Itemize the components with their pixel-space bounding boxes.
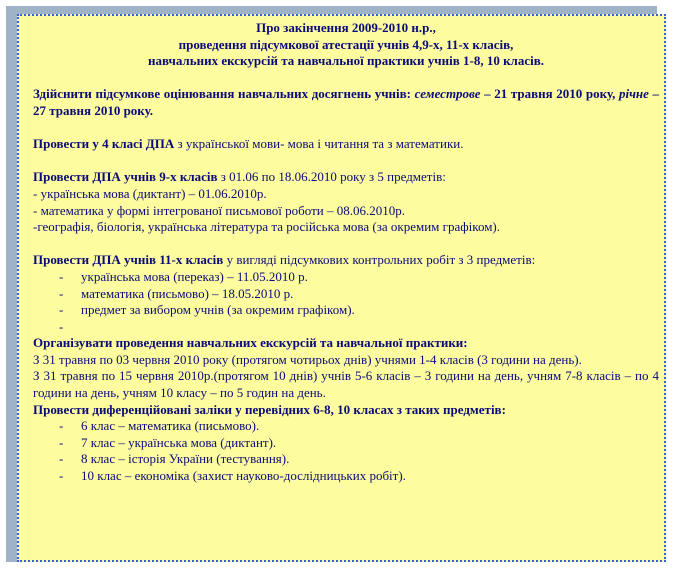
grade4-rest: з української мови- мова і читання та з математики. (174, 136, 464, 152)
list-item: - 7 клас – українська мова (диктант). (33, 435, 659, 452)
document-body (33, 20, 659, 485)
list-item: - 10 клас – економіка (захист науково-дослідницьких робіт). (33, 468, 659, 485)
grade4-paragraph (33, 136, 659, 153)
annual-date: – 27 травня 2010 року. (33, 86, 660, 118)
credits-list (33, 418, 659, 484)
credits-heading: Провести диференційовані заліки у перевідних 6-8, 10 класах з таких предметів: (33, 401, 506, 417)
excursions-section (33, 335, 659, 401)
grade4-lead: Провести у 4 класі ДПА (33, 136, 175, 152)
grade9-item: - українська мова (диктант) – 01.06.2010р. (33, 185, 267, 201)
title-line-3: навчальних екскурсій та навчальної практики учнів 1-8, 10 класів. (147, 53, 545, 69)
semester-date: – 21 травня 2010 року, (480, 86, 619, 102)
grade9-item: -географія, біологія, українська література та російська мова (за окремим графіком). (33, 219, 501, 235)
list-item: - предмет за вибором учнів (за окремим графіком). (33, 302, 659, 319)
list-item-empty (33, 319, 659, 336)
excursions-paragraph-2: З 31 травня по 15 червня 2010р.(протягом 10 днів) учнів 5-6 класів – 3 години на день, учням 7-8 класів – по 4 години на день, учням 10 класу – по 5 годин на день. (33, 368, 659, 401)
assessment-lead: Здійснити підсумкове оцінювання навчальних досягнень учнів: (33, 86, 415, 102)
grade9-item: - математика у формі інтегрованої письмової роботи – 08.06.2010р. (33, 202, 406, 218)
list-item: - 8 клас – історія України (тестування). (33, 451, 659, 468)
assessment-paragraph (33, 86, 659, 119)
grade9-rest: з 01.06 по 18.06.2010 року з 5 предметів: (217, 169, 446, 185)
grade11-list (33, 269, 659, 335)
grade9-lead: Провести ДПА учнів 9-х класів (33, 169, 218, 185)
excursions-heading: Організувати проведення навчальних екскурсій та навчальної практики: (33, 335, 468, 351)
document-card (17, 14, 666, 562)
grade11-rest: у вигляді підсумкових контрольних робіт з 3 предметів: (223, 252, 536, 268)
title-line-2: проведення підсумкової атестації учнів 4,9-х, 11-х класів, (178, 36, 514, 52)
credits-section (33, 402, 659, 485)
semester-label: семестрове (414, 86, 481, 102)
grade9-section (33, 169, 659, 235)
annual-label: річне (618, 86, 649, 102)
doc-title (33, 20, 659, 70)
list-item: - математика (письмово) – 18.05.2010 р. (33, 286, 659, 303)
grade11-intro (33, 252, 659, 269)
excursions-paragraph-1: З 31 травня по 03 червня 2010 року (протягом чотирьох днів) учнями 1-4 класів (3 години на день). (33, 351, 582, 367)
grade11-lead: Провести ДПА учнів 11-х класів (33, 252, 224, 268)
title-line-1: Про закінчення 2009-2010 н.р., (256, 20, 436, 35)
grade11-section (33, 252, 659, 335)
list-item: - українська мова (переказ) – 11.05.2010 р. (33, 269, 659, 286)
list-item: - 6 клас – математика (письмово). (33, 418, 659, 435)
grade9-intro (33, 169, 659, 186)
